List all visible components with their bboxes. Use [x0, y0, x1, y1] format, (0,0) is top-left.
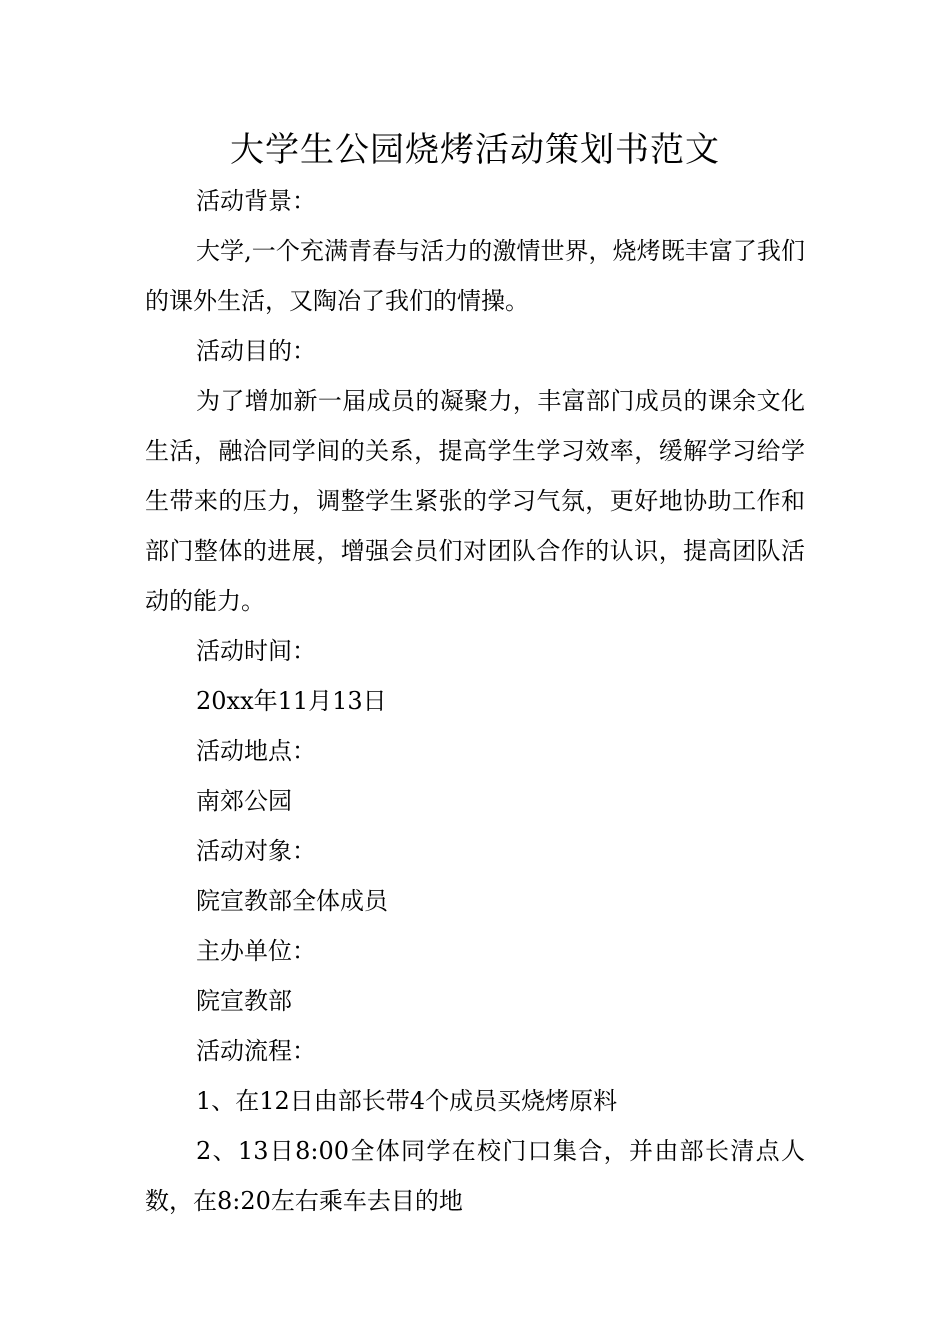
organizer-value: 院宣教部 — [196, 987, 292, 1015]
document-body — [145, 176, 805, 1226]
section-heading-audience: 活动对象： — [196, 837, 316, 865]
section-heading-purpose: 活动目的： — [196, 337, 316, 365]
section-heading-background: 活动背景： — [196, 187, 316, 215]
section-heading-location: 活动地点： — [196, 737, 316, 765]
process-step-1: 1、在12日由部长带4个成员买烧烤原料 — [196, 1087, 618, 1115]
location-value: 南郊公园 — [196, 787, 292, 815]
background-paragraph: 大学,一个充满青春与活力的激情世界，烧烤既丰富了我们的课外生活，又陶冶了我们的情操。 — [145, 237, 805, 315]
audience-value: 院宣教部全体成员 — [196, 887, 388, 915]
purpose-paragraph: 为了增加新一届成员的凝聚力，丰富部门成员的课余文化生活，融洽同学间的关系，提高学生学习效率，缓解学习给学生带来的压力，调整学生紧张的学习气氛，更好地协助工作和部门整体的进展，增强会员们对团队合作的认识，提高团队活动的能力。 — [145, 387, 805, 615]
section-heading-time: 活动时间： — [196, 637, 316, 665]
section-heading-organizer: 主办单位： — [196, 937, 316, 965]
time-value: 20xx年11月13日 — [196, 687, 387, 715]
section-heading-process: 活动流程： — [196, 1037, 316, 1065]
process-step-2: 2、13日8:00全体同学在校门口集合，并由部长清点人数，在8:20左右乘车去目的地 — [145, 1137, 805, 1215]
document-title: 大学生公园烧烤活动策划书范文 — [230, 130, 720, 170]
